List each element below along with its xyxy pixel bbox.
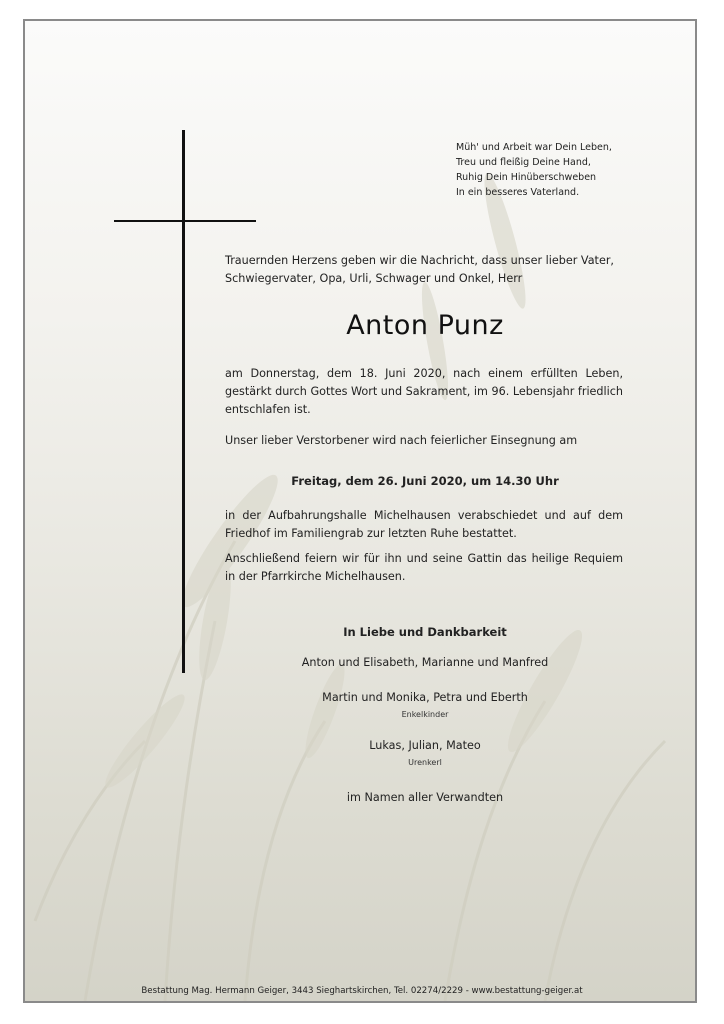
footer-contact: Bestattung Mag. Hermann Geiger, 3443 Sieghartskirchen, Tel. 02274/2229 - www.bestattung-geiger.at (141, 986, 583, 996)
children-line: Anton und Elisabeth, Marianne und Manfred (301, 656, 549, 669)
great-grandchildren-label: Urenkerl (408, 758, 442, 767)
death-notice-text: am Donnerstag, dem 18. Juni 2020, nach einem erfüllten Leben, gestärkt durch Gottes Wort und Sakrament, im 96. Lebensjahr friedlich entschlafen ist. (225, 367, 623, 416)
ceremony-date: Freitag, dem 26. Juni 2020, um 14.30 Uhr (291, 474, 559, 488)
deceased-name: Anton Punz (346, 310, 504, 341)
closing-line: In Liebe und Dankbarkeit (343, 625, 507, 639)
motto-line: Müh' und Arbeit war Dein Leben, (456, 142, 612, 153)
cross-horizontal-bar (114, 220, 256, 222)
cross-vertical-bar (182, 130, 185, 673)
grandchildren-label: Enkelkinder (401, 710, 449, 719)
burial-text: in der Aufbahrungshalle Michelhausen verabschiedet und auf dem Friedhof im Familiengrab zur letzten Ruhe bestattet. (225, 509, 623, 540)
motto-verse (456, 140, 612, 200)
ceremony-intro-text: Unser lieber Verstorbener wird nach feierlicher Einsegnung am (225, 434, 578, 447)
relatives-line: im Namen aller Verwandten (346, 791, 504, 804)
motto-line: Treu und fleißig Deine Hand, (456, 157, 591, 168)
intro-text: Trauernden Herzens geben wir die Nachricht, dass unser lieber Vater, Schwiegervater, Opa, Urli, Schwager und Onkel, Herr (225, 254, 614, 285)
requiem-text: Anschließend feiern wir für ihn und seine Gattin das heilige Requiem in der Pfarrkirche Michelhausen. (225, 552, 623, 583)
motto-line: Ruhig Dein Hinüberschweben (456, 172, 597, 183)
grandchildren-line: Martin und Monika, Petra und Eberth (322, 691, 528, 704)
great-grandchildren-line: Lukas, Julian, Mateo (369, 739, 481, 752)
motto-line: In ein besseres Vaterland. (456, 187, 580, 198)
